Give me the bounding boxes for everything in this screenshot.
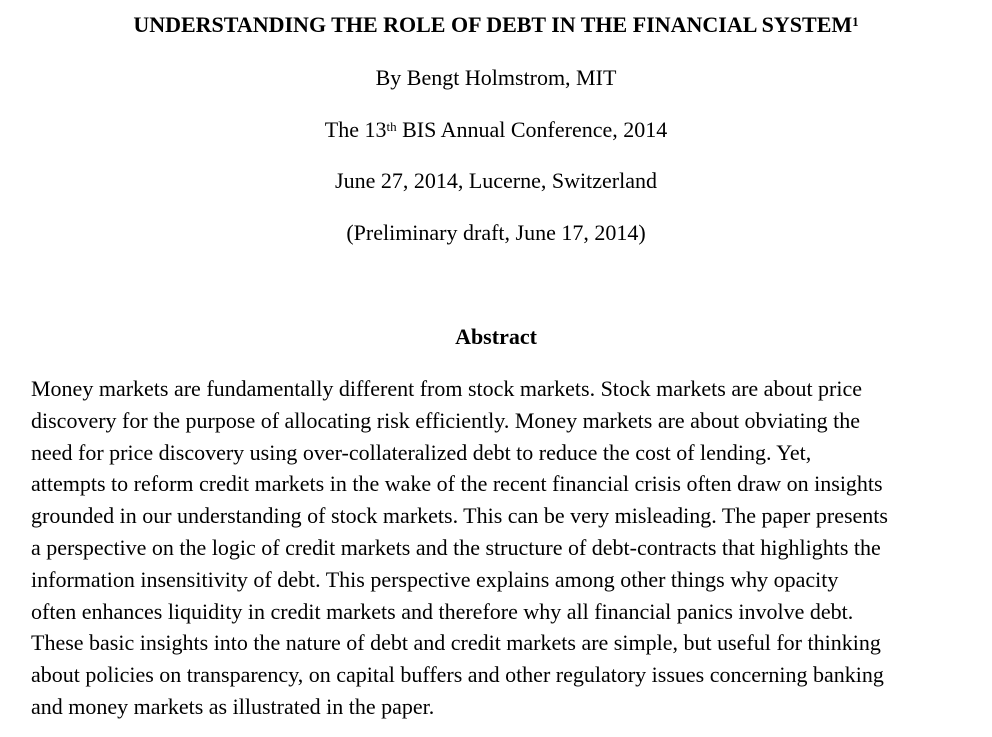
abstract-body	[31, 373, 971, 723]
paper-title	[0, 10, 992, 40]
paper-title-text: UNDERSTANDING THE ROLE OF DEBT IN THE FINANCIAL SYSTEM	[133, 12, 853, 37]
abstract-line: These basic insights into the nature of debt and credit markets are simple, but useful for thinking	[31, 630, 881, 656]
abstract-line: Money markets are fundamentally different from stock markets. Stock markets are about price	[31, 376, 863, 401]
date-location-line: June 27, 2014, Lucerne, Switzerland	[335, 168, 657, 193]
abstract-line: often enhances liquidity in credit markets and therefore why all financial panics involve debt.	[31, 598, 854, 624]
abstract-line: need for price discovery using over-collateralized debt to reduce the cost of lending. Yet,	[31, 439, 812, 465]
author-line: By Bengt Holmstrom, MIT	[375, 65, 617, 90]
abstract-line: a perspective on the logic of credit markets and the structure of debt-contracts that highlights the	[31, 534, 881, 560]
abstract-line: information insensitivity of debt. This perspective explains among other things why opacity	[31, 566, 839, 592]
abstract-heading: Abstract	[455, 324, 537, 349]
abstract-line: grounded in our understanding of stock markets. This can be very misleading. The paper presents	[31, 503, 888, 529]
conference-prefix: The 13	[324, 117, 387, 142]
conference-line	[0, 115, 992, 145]
conference-suffix: BIS Annual Conference, 2014	[396, 117, 668, 142]
abstract-line: discovery for the purpose of allocating risk efficiently. Money markets are about obviating the	[31, 407, 861, 433]
abstract-line: attempts to reform credit markets in the wake of the recent financial crisis often draw on insights	[31, 471, 883, 497]
abstract-line: about policies on transparency, on capital buffers and other regulatory issues concerning banking	[31, 662, 884, 688]
title-footnote-mark: 1	[852, 14, 859, 29]
draft-note-line: (Preliminary draft, June 17, 2014)	[346, 220, 646, 245]
abstract-line: and money markets as illustrated in the paper.	[31, 693, 435, 719]
conference-ordinal: th	[386, 119, 397, 134]
